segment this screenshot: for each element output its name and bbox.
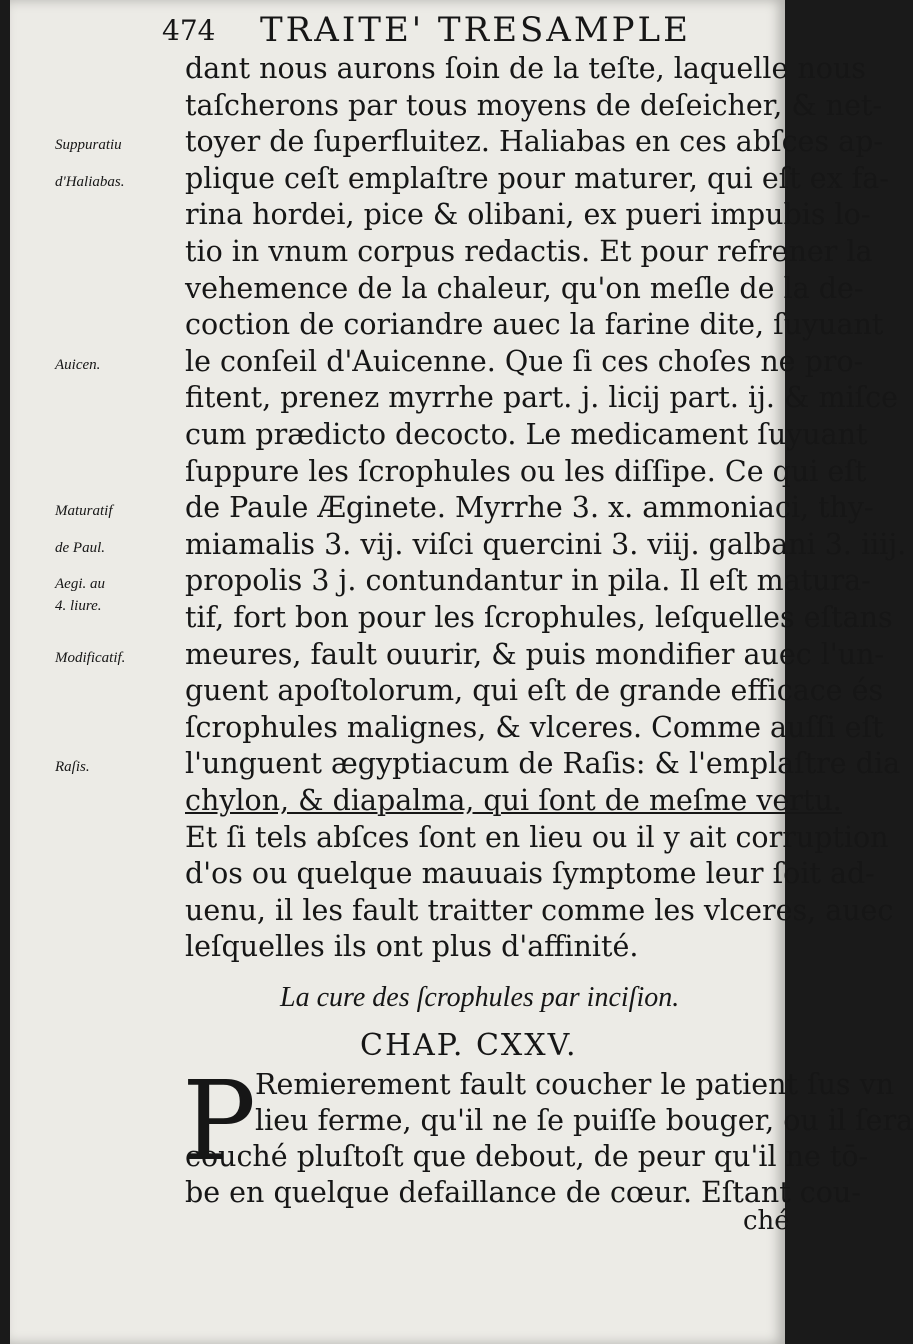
drop-cap: P: [182, 1057, 257, 1185]
text-line: meures, fault ouurir, & puis mondifier auec l'un-: [185, 637, 885, 671]
catchword: ché: [743, 1206, 790, 1236]
page-header: [150, 10, 770, 50]
intro-line: lieu ferme, qu'il ne ſe puiſſe bouger, ou il ſera: [255, 1104, 913, 1137]
intro-line: be en quelque defaillance de cœur. Eſtant cou-: [185, 1176, 861, 1209]
text-line: cum prædicto decocto. Le medicament ſuyuant: [185, 418, 868, 451]
intro-line: Remierement fault coucher le patient ſus vn: [255, 1068, 895, 1101]
text-line: dant nous aurons ſoin de la teſte, laquelle nous: [185, 52, 866, 85]
margin-note: Auicen.: [55, 356, 101, 373]
text-line: vehemence de la chaleur, qu'on meſle de la de-: [185, 271, 864, 305]
margin-note: Suppuratiu: [55, 137, 122, 154]
section-subtitle: La cure des ſcrophules par inciſion.: [280, 982, 680, 1013]
running-title: TRAITE' TRESAMPLE: [260, 10, 691, 50]
text-line: leſquelles ils ont plus d'affinité.: [185, 930, 639, 964]
text-line: l'unguent ægyptiacum de Raſis: & l'emplaſtre dia: [185, 747, 901, 781]
text-line: guent apoſtolorum, qui eſt de grande efficace és: [185, 674, 884, 708]
text-line: propolis 3 j. contundantur in pila. Il eſt matura-: [185, 564, 871, 598]
text-line: le conſeil d'Auicenne. Que ſi ces choſes ne pro-: [185, 344, 864, 378]
text-line: ſuppure les ſcrophules ou les diſſipe. Ce qui eſt: [185, 454, 867, 488]
text-line: fitent, prenez myrrhe part. j. licij part. ij. & miſce: [185, 381, 898, 415]
margin-note: Modificatif.: [55, 649, 126, 666]
margin-note: 4. liure.: [55, 598, 102, 615]
text-line: uenu, il les fault traitter comme les vlceres, auec: [185, 893, 894, 927]
margin-note: Maturatif: [55, 503, 113, 520]
text-line: ſcrophules malignes, & vlceres. Comme auſſi eſt: [185, 710, 884, 744]
book-page: [10, 0, 913, 1344]
chapter-heading: CHAP. CXXV.: [360, 1028, 578, 1063]
text-line: de Paule Æginete. Myrrhe 3. x. ammoniaci, thy-: [185, 491, 874, 525]
margin-note: Raſis.: [55, 759, 90, 776]
text-line: d'os ou quelque mauuais ſymptome leur ſoit ad-: [185, 857, 875, 891]
text-line: Et ſi tels abſces ſont en lieu ou il y ait corruption: [185, 820, 889, 854]
page-number: 474: [162, 14, 216, 47]
text-line: chylon, & diapalma, qui ſont de meſme vertu.: [185, 784, 842, 817]
intro-line: couché pluſtoſt que debout, de peur qu'il ne tō-: [185, 1140, 869, 1173]
text-line: taſcherons par tous moyens de deſeicher, & net-: [185, 88, 883, 122]
text-line: toyer de ſuperfluitez. Haliabas en ces abſces ap-: [185, 125, 883, 159]
text-line: miamalis 3. vij. viſci quercini 3. viij. galbani 3. iiij.: [185, 527, 907, 561]
margin-note: Aegi. au: [55, 576, 105, 593]
margin-note: d'Haliabas.: [55, 173, 125, 190]
text-line: plique ceſt emplaſtre pour maturer, qui eſt ex fa-: [185, 161, 889, 195]
text-line: coction de coriandre auec la farine dite, ſuyuant: [185, 308, 884, 342]
margin-note: de Paul.: [55, 539, 105, 556]
text-line: rina hordei, pice & olibani, ex pueri impubis lo-: [185, 198, 871, 232]
text-line: tif, fort bon pour les ſcrophules, leſquelles eſtans: [185, 601, 893, 634]
text-line: tio in vnum corpus redactis. Et pour refrener la: [185, 235, 873, 268]
